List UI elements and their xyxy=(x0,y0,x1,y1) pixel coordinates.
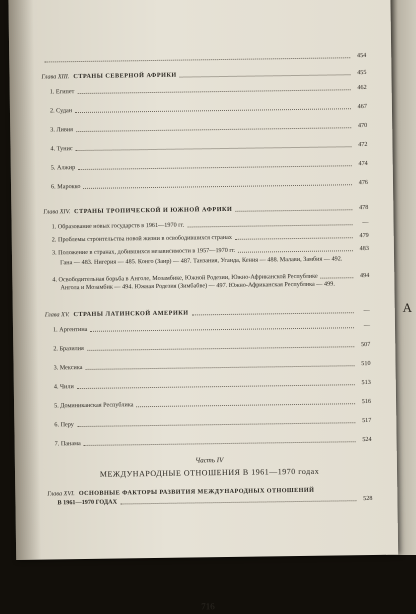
page-number: 716 xyxy=(201,601,215,612)
chapter-14-heading: Глава XIV. СТРАНЫ ТРОПИЧЕСКОЙ И ЮЖНОЙ АФРИКИ 478 xyxy=(43,203,369,216)
list-item: 4. Чили 513 xyxy=(53,378,371,391)
list-item: 6. Перу 517 xyxy=(54,416,372,429)
chapter-13-items xyxy=(50,83,368,191)
chapter-14-items xyxy=(52,218,369,257)
list-item: 1. Египет 462 xyxy=(49,84,367,96)
list-item: 5. Доминиканская Республика 516 xyxy=(54,397,372,410)
table-of-contents xyxy=(41,51,372,507)
list-item: 2. Проблемы строительства новой жизни в освободившихся странах 479 xyxy=(51,231,369,244)
list-item: 6. Марокко 476 xyxy=(50,178,369,191)
top-entry: 454 xyxy=(41,51,366,65)
list-item: 5. Алжир 474 xyxy=(50,159,368,172)
list-item: 2. Бразилия 507 xyxy=(53,340,371,353)
list-item: 1. Аргентина — xyxy=(52,321,371,334)
chapter-15-items xyxy=(53,321,372,448)
book-page xyxy=(8,0,398,612)
list-item: 7. Панама 524 xyxy=(54,435,372,448)
chapter-14-item4: 4. Освободительная борьба в Анголе, Мозамбике, Южной Родезии, Южно-Африканской Республике 494 Ангола и Мозамбик — 494. Южная Родезия (Зимбабве) — 497. Южно-Африканская Республика — 499. xyxy=(52,271,370,292)
facing-page-letter: А xyxy=(402,300,412,315)
list-item: 3. Ливия 470 xyxy=(50,122,368,134)
list-item: 3. Положение в странах, добившихся независимости в 1957—1970 гг. 483 xyxy=(51,244,369,257)
chapter-14-item3-subentries: Гана — 483. Нигерия — 485. Конго (Заир) — 487. Танзания, Уганда, Кения — 488. Малави, Замбия — 492. xyxy=(60,255,343,267)
part-title: МЕЖДУНАРОДНЫЕ ОТНОШЕНИЯ В 1961—1970 годах xyxy=(99,466,320,479)
part-label: Часть IV xyxy=(195,456,224,465)
chapter-15-heading: Глава XV. СТРАНЫ ЛАТИНСКОЙ АМЕРИКИ — xyxy=(44,306,370,319)
list-item: 3. Мексика 510 xyxy=(53,359,371,372)
chapter-13-heading: Глава XIII. СТРАНЫ СЕВЕРНОЙ АФРИКИ 455 xyxy=(41,69,367,81)
list-item: 1. Образование новых государств в 1961—1970 гг. — xyxy=(51,218,369,231)
chapter-16-heading: Глава XVI. ОСНОВНЫЕ ФАКТОРЫ РАЗВИТИЯ МЕЖДУНАРОДНЫХ ОТНОШЕНИЙ В 1961—1970 ГОДАХ 528 xyxy=(47,486,373,507)
list-item: 4. Тунис 472 xyxy=(50,140,368,153)
list-item: 2. Судан 467 xyxy=(49,103,367,115)
gutter-shadow xyxy=(8,0,41,560)
